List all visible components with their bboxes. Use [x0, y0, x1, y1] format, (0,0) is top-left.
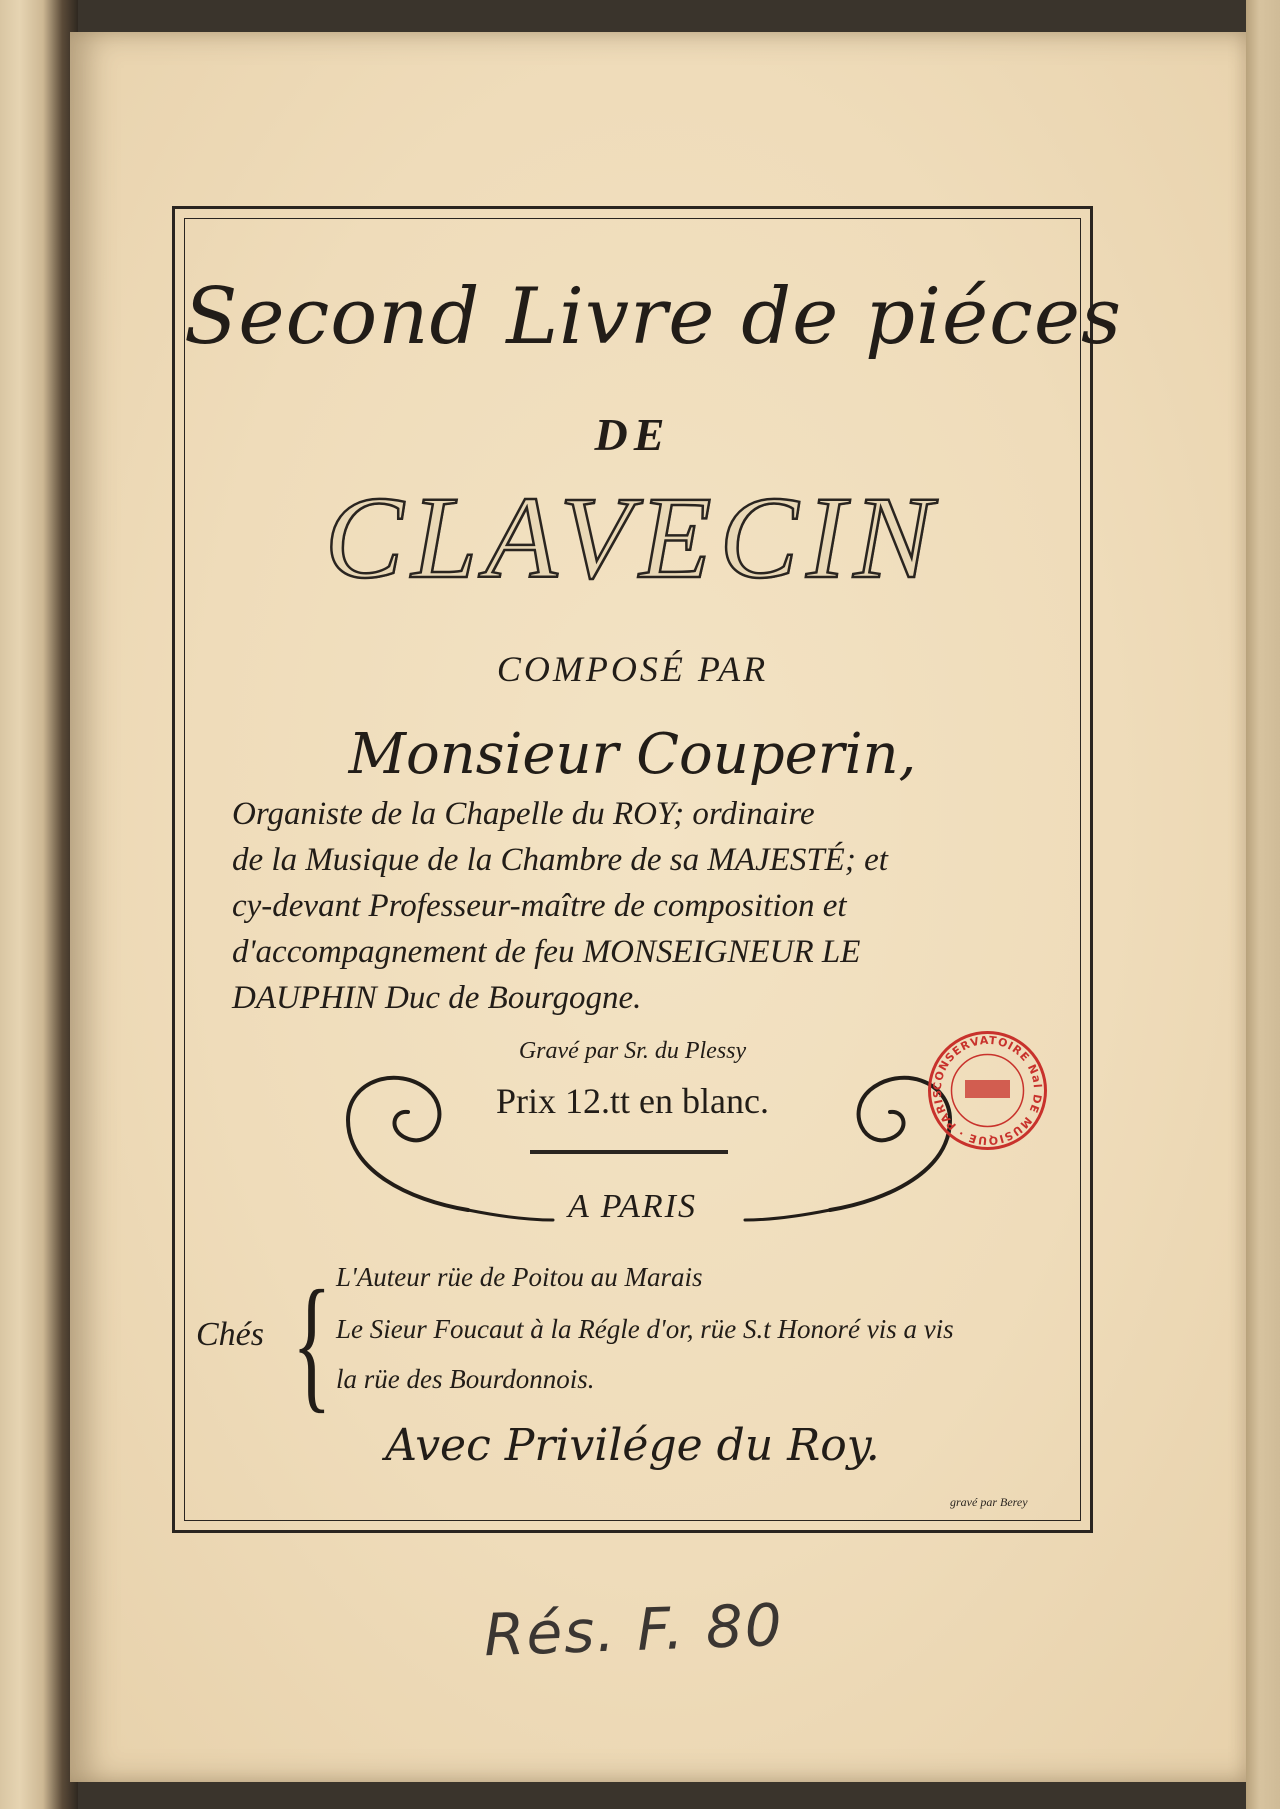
composer-name: Monsieur Couperin, — [348, 722, 917, 787]
curly-brace: { — [292, 1260, 332, 1426]
title-de: DE — [594, 409, 671, 460]
composer-description-line: cy-devant Professeur-maître de composition et — [232, 888, 847, 924]
title-instrument: CLAVECIN — [324, 472, 941, 603]
price-line: Prix 12.tt en blanc. — [496, 1081, 769, 1121]
engraver-line: Gravé par Sr. du Plessy — [518, 1038, 747, 1064]
compose-par: COMPOSÉ PAR — [496, 649, 769, 689]
address-line: L'Auteur rüe de Poitou au Marais — [336, 1262, 703, 1292]
ches-label: Chés — [196, 1316, 264, 1353]
engraving-credit: gravé par Berey — [950, 1495, 1028, 1509]
composer-description-line: de la Musique de la Chambre de sa MAJESTÉ; et — [232, 842, 888, 878]
royal-privilege: Avec Privilége du Roy. — [385, 1420, 880, 1471]
composer-description-line: DAUPHIN Duc de Bourgogne. — [232, 980, 642, 1016]
address-line: la rüe des Bourdonnois. — [336, 1364, 595, 1394]
page-edges — [1246, 0, 1280, 1809]
book-title: Second Livre de piéces — [184, 272, 1123, 362]
library-stamp — [925, 1028, 1050, 1153]
stamp-text: CONSERVATOIRE Nal DE MUSIQUE · PARIS — [930, 1033, 1045, 1148]
book-spine — [0, 0, 78, 1809]
decorative-rule — [530, 1150, 728, 1154]
composer-description-line: d'accompagnement de feu MONSEIGNEUR LE — [232, 934, 861, 970]
address-line: Le Sieur Foucaut à la Régle d'or, rüe S.t Honoré vis a vis — [336, 1314, 954, 1344]
publication-city: A PARIS — [568, 1188, 697, 1225]
composer-description-line: Organiste de la Chapelle du ROY; ordinaire — [232, 796, 815, 832]
shelfmark-handwritten: Rés. F. 80 — [482, 1590, 785, 1670]
